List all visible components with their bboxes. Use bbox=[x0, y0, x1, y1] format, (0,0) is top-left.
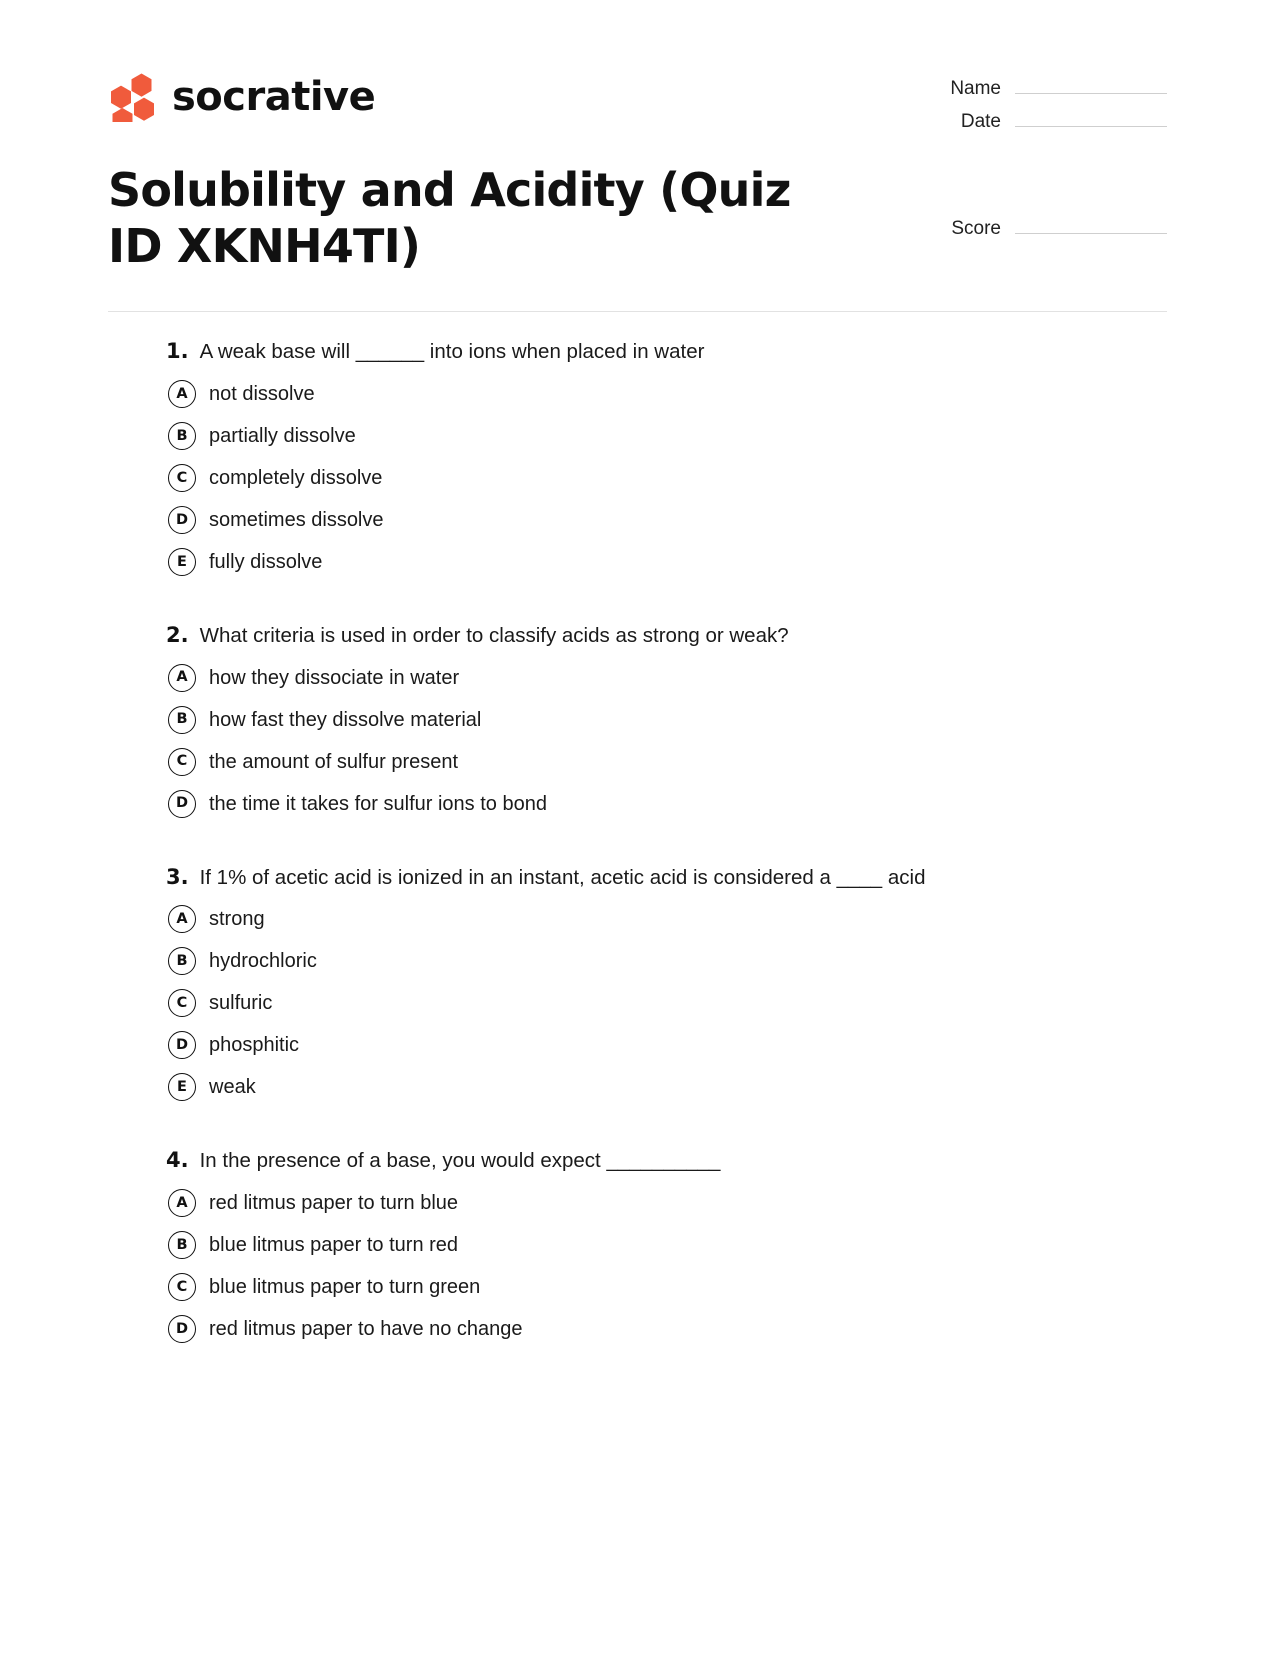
question-number: 2. bbox=[166, 622, 189, 647]
student-meta-fields bbox=[917, 58, 1167, 140]
score-label: Score bbox=[951, 218, 1001, 239]
option-bubble-icon[interactable]: B bbox=[168, 1231, 196, 1259]
question-header bbox=[108, 1147, 1167, 1175]
answer-option[interactable] bbox=[168, 1271, 1167, 1303]
option-bubble-icon[interactable]: E bbox=[168, 1073, 196, 1101]
option-bubble-icon[interactable]: A bbox=[168, 905, 196, 933]
option-text: strong bbox=[209, 908, 265, 931]
name-label: Name bbox=[950, 78, 1001, 99]
option-bubble-icon[interactable]: B bbox=[168, 706, 196, 734]
option-bubble-icon[interactable]: C bbox=[168, 464, 196, 492]
question-block bbox=[108, 622, 1167, 820]
answer-option[interactable] bbox=[168, 462, 1167, 494]
answer-option[interactable] bbox=[168, 945, 1167, 977]
question-block bbox=[108, 1147, 1167, 1345]
option-text: hydrochloric bbox=[209, 950, 317, 973]
answer-option[interactable] bbox=[168, 546, 1167, 578]
option-bubble-icon[interactable]: A bbox=[168, 1189, 196, 1217]
option-bubble-icon[interactable]: C bbox=[168, 1273, 196, 1301]
socrative-logo bbox=[108, 58, 375, 122]
brand-name: socrative bbox=[172, 74, 376, 120]
answer-option[interactable] bbox=[168, 987, 1167, 1019]
option-text: sulfuric bbox=[209, 992, 273, 1015]
answer-options bbox=[108, 662, 1167, 820]
option-text: fully dissolve bbox=[209, 550, 323, 573]
title-block bbox=[108, 162, 1167, 274]
option-text: red litmus paper to have no change bbox=[209, 1317, 523, 1340]
questions-list bbox=[108, 312, 1167, 1345]
answer-option[interactable] bbox=[168, 1187, 1167, 1219]
name-field-row bbox=[917, 74, 1167, 100]
question-text: What criteria is used in order to classify acids as strong or weak? bbox=[199, 623, 789, 647]
question-header bbox=[108, 864, 1167, 892]
option-bubble-icon[interactable]: C bbox=[168, 748, 196, 776]
answer-option[interactable] bbox=[168, 1071, 1167, 1103]
question-number: 4. bbox=[166, 1148, 189, 1173]
option-bubble-icon[interactable]: D bbox=[168, 790, 196, 818]
option-text: how fast they dissolve material bbox=[209, 708, 482, 731]
score-field-row bbox=[917, 214, 1167, 240]
option-bubble-icon[interactable]: D bbox=[168, 1031, 196, 1059]
question-text: In the presence of a base, you would expect __________ bbox=[199, 1149, 721, 1173]
date-field-row bbox=[917, 107, 1167, 133]
answer-option[interactable] bbox=[168, 788, 1167, 820]
answer-option[interactable] bbox=[168, 662, 1167, 694]
option-text: completely dissolve bbox=[209, 466, 383, 489]
option-bubble-icon[interactable]: E bbox=[168, 548, 196, 576]
answer-options bbox=[108, 378, 1167, 578]
date-label: Date bbox=[960, 111, 1001, 132]
answer-options bbox=[108, 1187, 1167, 1345]
option-bubble-icon[interactable]: B bbox=[168, 947, 196, 975]
hexagon-cluster-icon bbox=[108, 72, 158, 122]
option-text: blue litmus paper to turn green bbox=[209, 1275, 481, 1298]
page-title: Solubility and Acidity (Quiz ID XKNH4TI) bbox=[108, 163, 791, 274]
option-text: red litmus paper to turn blue bbox=[209, 1191, 459, 1214]
option-bubble-icon[interactable]: C bbox=[168, 989, 196, 1017]
option-bubble-icon[interactable]: B bbox=[168, 422, 196, 450]
answer-option[interactable] bbox=[168, 746, 1167, 778]
option-text: sometimes dissolve bbox=[209, 508, 384, 531]
answer-option[interactable] bbox=[168, 504, 1167, 536]
score-field-block bbox=[917, 162, 1167, 247]
option-text: partially dissolve bbox=[209, 424, 356, 447]
page-header bbox=[108, 58, 1167, 138]
option-text: how they dissociate in water bbox=[209, 666, 460, 689]
option-text: weak bbox=[209, 1076, 256, 1099]
answer-option[interactable] bbox=[168, 378, 1167, 410]
question-block bbox=[108, 338, 1167, 578]
question-number: 3. bbox=[166, 864, 189, 889]
option-text: the time it takes for sulfur ions to bond bbox=[209, 792, 547, 815]
answer-option[interactable] bbox=[168, 1313, 1167, 1345]
date-input-line[interactable] bbox=[1015, 107, 1167, 127]
option-bubble-icon[interactable]: A bbox=[168, 380, 196, 408]
question-header bbox=[108, 338, 1167, 366]
question-text: A weak base will ______ into ions when placed in water bbox=[199, 340, 705, 364]
question-header bbox=[108, 622, 1167, 650]
question-number: 1. bbox=[166, 339, 189, 364]
option-bubble-icon[interactable]: A bbox=[168, 664, 196, 692]
name-input-line[interactable] bbox=[1015, 74, 1167, 94]
question-text: If 1% of acetic acid is ionized in an instant, acetic acid is considered a ____ acid bbox=[199, 865, 926, 889]
option-bubble-icon[interactable]: D bbox=[168, 1315, 196, 1343]
option-bubble-icon[interactable]: D bbox=[168, 506, 196, 534]
answer-option[interactable] bbox=[168, 1029, 1167, 1061]
option-text: blue litmus paper to turn red bbox=[209, 1233, 459, 1256]
option-text: not dissolve bbox=[209, 382, 315, 405]
option-text: the amount of sulfur present bbox=[209, 750, 459, 773]
score-input-line[interactable] bbox=[1015, 214, 1167, 234]
question-block bbox=[108, 864, 1167, 1104]
answer-option[interactable] bbox=[168, 903, 1167, 935]
answer-option[interactable] bbox=[168, 1229, 1167, 1261]
answer-option[interactable] bbox=[168, 420, 1167, 452]
answer-options bbox=[108, 903, 1167, 1103]
option-text: phosphitic bbox=[209, 1034, 300, 1057]
answer-option[interactable] bbox=[168, 704, 1167, 736]
